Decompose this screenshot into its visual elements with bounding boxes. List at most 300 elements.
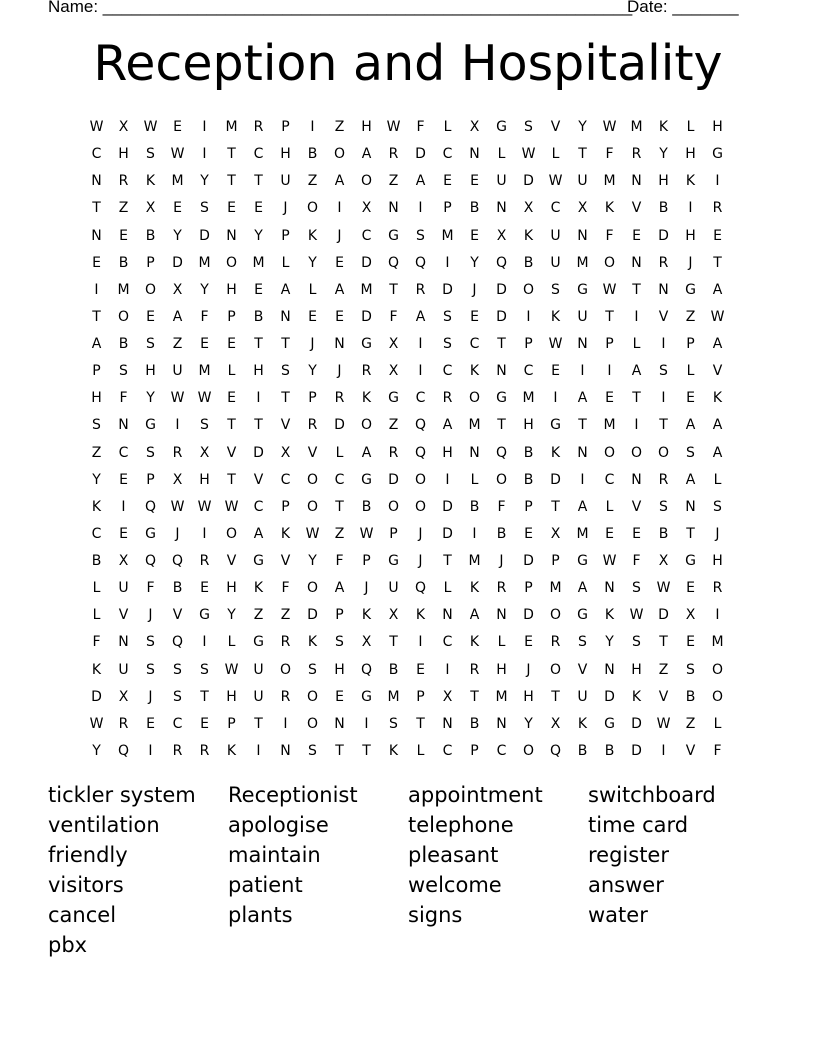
grid-cell[interactable]: K — [145, 173, 156, 190]
grid-cell[interactable]: T — [632, 390, 641, 407]
grid-cell[interactable]: E — [254, 200, 263, 217]
grid-cell[interactable]: Z — [307, 173, 318, 190]
grid-cell[interactable]: Q — [387, 254, 400, 271]
grid-cell[interactable]: H — [631, 661, 642, 678]
grid-cell[interactable]: I — [202, 525, 207, 542]
grid-cell[interactable]: Q — [495, 254, 508, 271]
grid-cell[interactable]: L — [335, 444, 344, 461]
grid-cell[interactable]: T — [281, 390, 290, 407]
grid-cell[interactable]: F — [281, 580, 290, 597]
grid-cell[interactable]: S — [308, 661, 317, 678]
grid-cell[interactable]: S — [146, 444, 155, 461]
grid-cell[interactable]: C — [523, 363, 534, 380]
grid-cell[interactable]: G — [388, 390, 399, 407]
grid-cell[interactable]: R — [253, 119, 264, 135]
grid-cell[interactable]: R — [361, 363, 372, 380]
grid-cell[interactable]: Z — [118, 200, 129, 217]
grid-cell[interactable]: I — [526, 308, 531, 325]
grid-cell[interactable]: L — [443, 119, 452, 135]
grid-cell[interactable]: Z — [253, 607, 264, 624]
grid-cell[interactable]: Y — [200, 281, 209, 298]
grid-cell[interactable]: I — [256, 742, 261, 759]
grid-cell[interactable]: G — [685, 553, 696, 569]
grid-cell[interactable]: Q — [414, 417, 427, 434]
grid-cell[interactable]: K — [658, 119, 669, 135]
grid-cell[interactable]: E — [416, 661, 425, 678]
grid-cell[interactable]: N — [631, 173, 642, 190]
grid-cell[interactable]: K — [253, 580, 264, 597]
grid-cell[interactable]: X — [658, 553, 669, 569]
grid-cell[interactable]: E — [686, 580, 695, 597]
grid-cell[interactable]: Z — [280, 607, 291, 624]
grid-cell[interactable]: B — [496, 525, 507, 542]
grid-cell[interactable]: Y — [308, 363, 317, 380]
grid-cell[interactable]: G — [253, 553, 264, 569]
grid-cell[interactable]: E — [254, 281, 263, 298]
grid-cell[interactable]: G — [604, 715, 615, 732]
grid-cell[interactable]: J — [418, 553, 423, 569]
grid-cell[interactable]: K — [91, 498, 102, 515]
grid-cell[interactable]: D — [658, 227, 669, 244]
grid-cell[interactable]: I — [310, 119, 315, 135]
grid-cell[interactable]: X — [361, 200, 372, 217]
grid-cell[interactable]: O — [495, 471, 508, 488]
grid-cell[interactable]: K — [550, 444, 561, 461]
grid-cell[interactable]: W — [710, 308, 725, 325]
grid-cell[interactable]: Z — [172, 336, 183, 352]
grid-cell[interactable]: Y — [173, 227, 182, 244]
grid-cell[interactable]: L — [713, 715, 722, 732]
grid-cell[interactable]: X — [388, 363, 399, 380]
grid-cell[interactable]: P — [524, 498, 533, 515]
grid-cell[interactable]: K — [604, 607, 615, 624]
grid-cell[interactable]: J — [526, 661, 531, 678]
grid-cell[interactable]: O — [279, 661, 292, 678]
grid-cell[interactable]: X — [118, 553, 129, 569]
grid-cell[interactable]: X — [118, 119, 129, 135]
grid-cell[interactable]: N — [469, 444, 480, 461]
grid-cell[interactable]: E — [200, 580, 209, 597]
grid-cell[interactable]: I — [580, 471, 585, 488]
grid-cell[interactable]: Z — [685, 715, 696, 732]
grid-cell[interactable]: K — [388, 742, 399, 759]
grid-cell[interactable]: P — [281, 227, 290, 244]
grid-cell[interactable]: R — [172, 444, 183, 461]
grid-cell[interactable]: C — [253, 498, 264, 515]
grid-cell[interactable]: C — [334, 471, 345, 488]
grid-cell[interactable]: I — [715, 173, 720, 190]
grid-cell[interactable]: J — [418, 525, 423, 542]
grid-cell[interactable]: Y — [254, 227, 263, 244]
grid-cell[interactable]: I — [418, 336, 423, 352]
grid-cell[interactable]: T — [227, 173, 236, 190]
grid-cell[interactable]: V — [658, 308, 669, 325]
grid-cell[interactable]: S — [551, 281, 560, 298]
grid-cell[interactable]: T — [92, 308, 101, 325]
grid-cell[interactable]: V — [685, 742, 696, 759]
grid-cell[interactable]: U — [172, 363, 183, 380]
grid-cell[interactable]: H — [91, 390, 102, 407]
grid-cell[interactable]: I — [688, 200, 693, 217]
grid-cell[interactable]: P — [524, 580, 533, 597]
grid-cell[interactable]: K — [631, 688, 642, 705]
grid-cell[interactable]: R — [199, 553, 210, 569]
grid-cell[interactable]: X — [550, 525, 561, 542]
grid-cell[interactable]: G — [712, 146, 723, 163]
grid-cell[interactable]: P — [551, 553, 560, 569]
grid-cell[interactable]: A — [91, 336, 102, 352]
grid-cell[interactable]: D — [361, 308, 372, 325]
grid-cell[interactable]: I — [553, 390, 558, 407]
grid-cell[interactable]: T — [416, 715, 425, 732]
grid-cell[interactable]: L — [416, 742, 425, 759]
grid-cell[interactable]: L — [605, 498, 614, 515]
grid-cell[interactable]: O — [360, 417, 373, 434]
grid-cell[interactable]: O — [306, 471, 319, 488]
grid-cell[interactable]: I — [418, 363, 423, 380]
grid-cell[interactable]: E — [605, 525, 614, 542]
grid-cell[interactable]: G — [199, 607, 210, 624]
grid-cell[interactable]: K — [712, 390, 723, 407]
grid-cell[interactable]: N — [91, 173, 102, 190]
grid-cell[interactable]: N — [631, 471, 642, 488]
grid-cell[interactable]: Y — [92, 742, 101, 759]
grid-cell[interactable]: G — [496, 119, 507, 135]
grid-cell[interactable]: B — [253, 308, 264, 325]
grid-cell[interactable]: H — [199, 471, 210, 488]
grid-cell[interactable]: P — [470, 742, 479, 759]
grid-cell[interactable]: N — [577, 227, 588, 244]
grid-cell[interactable]: I — [364, 715, 369, 732]
grid-cell[interactable]: O — [657, 444, 670, 461]
grid-cell[interactable]: H — [442, 444, 453, 461]
grid-cell[interactable]: Y — [227, 607, 236, 624]
grid-cell[interactable]: E — [200, 336, 209, 352]
grid-cell[interactable]: L — [686, 363, 695, 380]
grid-cell[interactable]: F — [119, 390, 128, 407]
grid-cell[interactable]: R — [280, 688, 291, 705]
grid-cell[interactable]: H — [712, 553, 723, 569]
grid-cell[interactable]: T — [497, 336, 506, 352]
grid-cell[interactable]: A — [577, 390, 588, 407]
grid-cell[interactable]: Y — [470, 254, 479, 271]
grid-cell[interactable]: N — [577, 444, 588, 461]
grid-cell[interactable]: B — [685, 688, 696, 705]
grid-cell[interactable]: G — [361, 336, 372, 352]
grid-cell[interactable]: F — [92, 634, 101, 651]
grid-cell[interactable]: U — [496, 173, 507, 190]
grid-cell[interactable]: N — [118, 417, 129, 434]
grid-cell[interactable]: H — [226, 688, 237, 705]
grid-cell[interactable]: C — [91, 525, 102, 542]
grid-cell[interactable]: T — [497, 417, 506, 434]
grid-cell[interactable]: S — [632, 580, 641, 597]
grid-cell[interactable]: G — [496, 390, 507, 407]
grid-cell[interactable]: H — [253, 363, 264, 380]
grid-cell[interactable]: S — [173, 688, 182, 705]
grid-cell[interactable]: Y — [578, 119, 587, 135]
grid-cell[interactable]: H — [334, 661, 345, 678]
grid-cell[interactable]: Q — [414, 254, 427, 271]
grid-cell[interactable]: A — [361, 146, 372, 163]
grid-cell[interactable]: Q — [171, 553, 184, 569]
grid-cell[interactable]: N — [577, 336, 588, 352]
grid-cell[interactable]: G — [253, 634, 264, 651]
grid-cell[interactable]: A — [361, 444, 372, 461]
grid-cell[interactable]: M — [495, 688, 508, 705]
grid-cell[interactable]: U — [550, 227, 561, 244]
grid-cell[interactable]: O — [225, 525, 238, 542]
grid-cell[interactable]: S — [146, 336, 155, 352]
grid-cell[interactable]: W — [170, 498, 185, 515]
grid-cell[interactable]: T — [200, 688, 209, 705]
grid-cell[interactable]: T — [389, 281, 398, 298]
grid-cell[interactable]: T — [227, 146, 236, 163]
grid-cell[interactable]: V — [307, 444, 318, 461]
grid-cell[interactable]: W — [548, 336, 563, 352]
grid-cell[interactable]: I — [445, 661, 450, 678]
grid-cell[interactable]: F — [200, 308, 209, 325]
grid-cell[interactable]: V — [577, 661, 588, 678]
grid-cell[interactable]: L — [281, 254, 290, 271]
grid-cell[interactable]: D — [442, 525, 453, 542]
grid-cell[interactable]: S — [524, 119, 533, 135]
grid-cell[interactable]: G — [577, 553, 588, 569]
grid-cell[interactable]: D — [442, 498, 453, 515]
grid-cell[interactable]: O — [360, 173, 373, 190]
grid-cell[interactable]: D — [631, 715, 642, 732]
grid-cell[interactable]: X — [523, 200, 534, 217]
grid-cell[interactable]: M — [603, 173, 616, 190]
grid-cell[interactable]: M — [198, 363, 211, 380]
grid-cell[interactable]: Y — [524, 715, 533, 732]
grid-cell[interactable]: O — [468, 390, 481, 407]
grid-cell[interactable]: A — [631, 363, 642, 380]
grid-cell[interactable]: K — [469, 580, 480, 597]
grid-cell[interactable]: M — [549, 580, 562, 597]
grid-cell[interactable]: H — [226, 281, 237, 298]
grid-cell[interactable]: M — [171, 173, 184, 190]
grid-cell[interactable]: U — [388, 580, 399, 597]
grid-cell[interactable]: L — [470, 471, 479, 488]
grid-cell[interactable]: C — [361, 227, 372, 244]
grid-cell[interactable]: Q — [117, 742, 130, 759]
grid-cell[interactable]: Q — [414, 444, 427, 461]
grid-cell[interactable]: L — [686, 119, 695, 135]
grid-cell[interactable]: S — [389, 715, 398, 732]
grid-cell[interactable]: R — [712, 200, 723, 217]
grid-cell[interactable]: E — [227, 200, 236, 217]
grid-cell[interactable]: G — [145, 525, 156, 542]
grid-cell[interactable]: N — [388, 200, 399, 217]
grid-cell[interactable]: T — [389, 634, 398, 651]
grid-cell[interactable]: I — [445, 471, 450, 488]
grid-cell[interactable]: K — [307, 634, 318, 651]
grid-cell[interactable]: A — [712, 444, 723, 461]
grid-cell[interactable]: N — [631, 254, 642, 271]
grid-cell[interactable]: C — [118, 444, 129, 461]
grid-cell[interactable]: X — [172, 281, 183, 298]
grid-cell[interactable]: E — [227, 390, 236, 407]
grid-cell[interactable]: S — [335, 634, 344, 651]
grid-cell[interactable]: N — [685, 498, 696, 515]
grid-cell[interactable]: D — [631, 742, 642, 759]
grid-cell[interactable]: W — [629, 607, 644, 624]
grid-cell[interactable]: H — [145, 363, 156, 380]
grid-cell[interactable]: F — [605, 146, 614, 163]
grid-cell[interactable]: R — [118, 173, 129, 190]
grid-cell[interactable]: R — [388, 146, 399, 163]
grid-cell[interactable]: H — [118, 146, 129, 163]
grid-cell[interactable]: W — [89, 119, 104, 135]
grid-cell[interactable]: L — [497, 634, 506, 651]
grid-cell[interactable]: W — [656, 715, 671, 732]
grid-cell[interactable]: V — [280, 553, 291, 569]
grid-cell[interactable]: M — [711, 634, 724, 651]
grid-cell[interactable]: S — [173, 661, 182, 678]
grid-cell[interactable]: P — [686, 336, 695, 352]
grid-cell[interactable]: O — [306, 715, 319, 732]
grid-cell[interactable]: S — [686, 661, 695, 678]
grid-cell[interactable]: M — [117, 281, 130, 298]
grid-cell[interactable]: N — [280, 742, 291, 759]
grid-cell[interactable]: R — [172, 742, 183, 759]
grid-cell[interactable]: E — [335, 308, 344, 325]
grid-cell[interactable]: T — [254, 715, 263, 732]
grid-cell[interactable]: I — [634, 417, 639, 434]
grid-cell[interactable]: D — [550, 471, 561, 488]
grid-cell[interactable]: A — [415, 308, 426, 325]
grid-cell[interactable]: M — [576, 525, 589, 542]
grid-cell[interactable]: H — [523, 688, 534, 705]
grid-cell[interactable]: D — [658, 607, 669, 624]
grid-cell[interactable]: K — [469, 634, 480, 651]
grid-cell[interactable]: D — [415, 146, 426, 163]
grid-cell[interactable]: X — [172, 471, 183, 488]
grid-cell[interactable]: M — [441, 227, 454, 244]
grid-cell[interactable]: O — [144, 281, 157, 298]
grid-cell[interactable]: G — [550, 417, 561, 434]
grid-cell[interactable]: V — [172, 607, 183, 624]
grid-cell[interactable]: E — [227, 336, 236, 352]
grid-cell[interactable]: S — [200, 661, 209, 678]
grid-cell[interactable]: B — [604, 742, 615, 759]
grid-cell[interactable]: G — [388, 553, 399, 569]
grid-cell[interactable]: S — [92, 417, 101, 434]
grid-cell[interactable]: R — [658, 254, 669, 271]
grid-cell[interactable]: H — [658, 173, 669, 190]
grid-cell[interactable]: O — [549, 661, 562, 678]
grid-cell[interactable]: K — [469, 363, 480, 380]
grid-cell[interactable]: H — [226, 580, 237, 597]
grid-cell[interactable]: V — [550, 119, 561, 135]
grid-cell[interactable]: L — [227, 634, 236, 651]
grid-cell[interactable]: D — [442, 281, 453, 298]
grid-cell[interactable]: S — [416, 227, 425, 244]
grid-cell[interactable]: S — [281, 363, 290, 380]
grid-cell[interactable]: E — [119, 227, 128, 244]
grid-cell[interactable]: E — [632, 525, 641, 542]
grid-cell[interactable]: P — [92, 363, 101, 380]
grid-cell[interactable]: U — [577, 173, 588, 190]
grid-cell[interactable]: D — [388, 471, 399, 488]
grid-cell[interactable]: S — [578, 634, 587, 651]
grid-cell[interactable]: E — [713, 227, 722, 244]
grid-cell[interactable]: H — [496, 661, 507, 678]
grid-cell[interactable]: J — [148, 607, 153, 624]
grid-cell[interactable]: F — [497, 498, 506, 515]
grid-cell[interactable]: G — [685, 281, 696, 298]
grid-cell[interactable]: D — [523, 553, 534, 569]
grid-cell[interactable]: W — [305, 525, 320, 542]
grid-cell[interactable]: C — [550, 200, 561, 217]
grid-cell[interactable]: M — [468, 417, 481, 434]
grid-cell[interactable]: Q — [144, 498, 157, 515]
grid-cell[interactable]: I — [148, 742, 153, 759]
grid-cell[interactable]: X — [469, 119, 480, 135]
grid-cell[interactable]: T — [254, 417, 263, 434]
grid-cell[interactable]: E — [605, 390, 614, 407]
grid-cell[interactable]: O — [711, 688, 724, 705]
grid-cell[interactable]: L — [227, 363, 236, 380]
grid-cell[interactable]: E — [335, 688, 344, 705]
grid-cell[interactable]: O — [333, 146, 346, 163]
grid-cell[interactable]: E — [470, 227, 479, 244]
grid-cell[interactable]: F — [416, 119, 425, 135]
grid-cell[interactable]: B — [469, 498, 480, 515]
grid-cell[interactable]: X — [388, 607, 399, 624]
grid-cell[interactable]: B — [523, 254, 534, 271]
grid-cell[interactable]: S — [146, 661, 155, 678]
grid-cell[interactable]: I — [634, 308, 639, 325]
grid-cell[interactable]: M — [198, 254, 211, 271]
grid-cell[interactable]: S — [443, 308, 452, 325]
grid-cell[interactable]: P — [227, 715, 236, 732]
grid-cell[interactable]: F — [146, 580, 155, 597]
grid-cell[interactable]: T — [713, 254, 722, 271]
grid-cell[interactable]: E — [686, 634, 695, 651]
grid-cell[interactable]: K — [361, 607, 372, 624]
grid-cell[interactable]: I — [94, 281, 99, 298]
grid-cell[interactable]: O — [603, 444, 616, 461]
grid-cell[interactable]: Y — [659, 146, 668, 163]
grid-cell[interactable]: W — [602, 281, 617, 298]
grid-cell[interactable]: W — [386, 119, 401, 135]
grid-cell[interactable]: A — [712, 336, 723, 352]
grid-cell[interactable]: I — [580, 363, 585, 380]
grid-cell[interactable]: E — [173, 200, 182, 217]
grid-cell[interactable]: W — [521, 146, 536, 163]
grid-cell[interactable]: P — [146, 471, 155, 488]
grid-cell[interactable]: C — [496, 742, 507, 759]
grid-cell[interactable]: W — [224, 661, 239, 678]
grid-cell[interactable]: I — [202, 119, 207, 135]
grid-cell[interactable]: G — [145, 417, 156, 434]
grid-cell[interactable]: D — [253, 444, 264, 461]
grid-cell[interactable]: C — [469, 336, 480, 352]
grid-cell[interactable]: A — [334, 173, 345, 190]
grid-cell[interactable]: K — [307, 227, 318, 244]
grid-cell[interactable]: J — [715, 525, 720, 542]
grid-cell[interactable]: K — [685, 173, 696, 190]
grid-cell[interactable]: K — [415, 607, 426, 624]
grid-cell[interactable]: H — [523, 417, 534, 434]
grid-cell[interactable]: O — [306, 688, 319, 705]
grid-cell[interactable]: A — [334, 281, 345, 298]
grid-cell[interactable]: D — [91, 688, 102, 705]
grid-cell[interactable]: I — [418, 200, 423, 217]
grid-cell[interactable]: Z — [685, 308, 696, 325]
